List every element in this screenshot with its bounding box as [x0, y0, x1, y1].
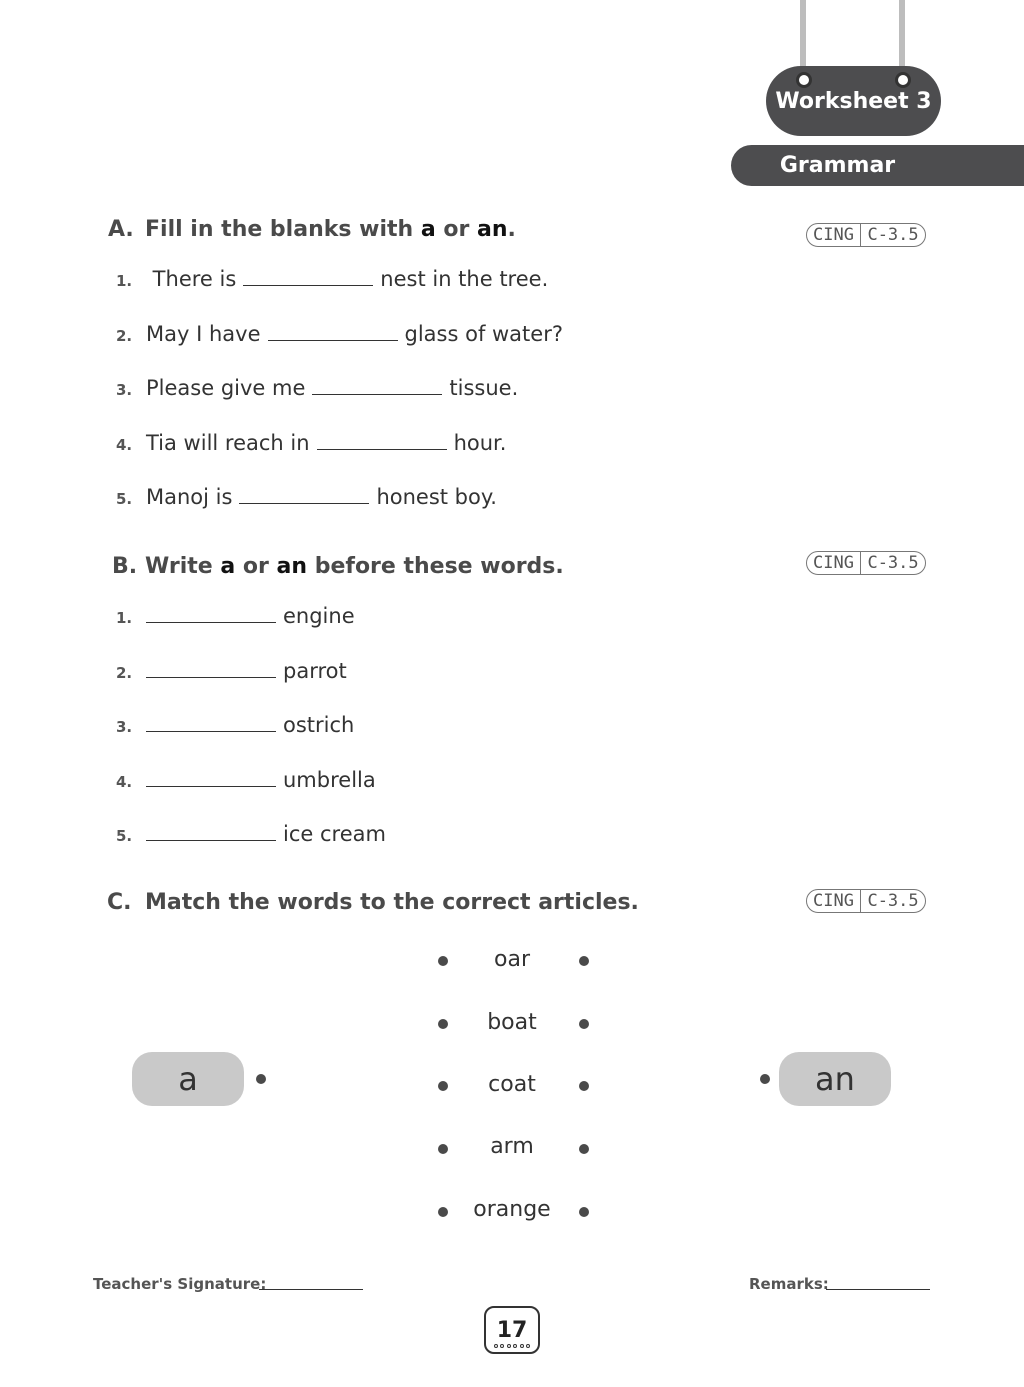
- article-an-box: [779, 1052, 891, 1106]
- ring-right-icon: [895, 72, 911, 88]
- article-a-label: a: [178, 1060, 198, 1098]
- section-a-question-1: [116, 267, 548, 291]
- question-text-after: honest boy.: [376, 485, 497, 509]
- question-number: 3.: [116, 718, 133, 736]
- match-dot-right[interactable]: [579, 1144, 589, 1154]
- section-a-question-2: [116, 322, 563, 346]
- article-a-box: [132, 1052, 244, 1106]
- match-word-orange: orange: [473, 1197, 551, 1222]
- section-b-question-4: [116, 768, 376, 792]
- match-dot-left[interactable]: [438, 1081, 448, 1091]
- match-dot-left[interactable]: [438, 956, 448, 966]
- section-b-heading: [112, 554, 564, 579]
- section-a-question-5: [116, 485, 497, 509]
- subject-bar: [731, 145, 1024, 186]
- section-b-letter: B.: [112, 554, 138, 579]
- section-b-title-mid: or: [235, 554, 277, 579]
- section-b-question-2: [116, 659, 347, 683]
- section-a-question-3: [116, 376, 518, 400]
- question-text-before: Manoj is: [146, 485, 233, 509]
- section-b-title-a: a: [220, 554, 236, 579]
- section-b-code-badge: [806, 551, 926, 575]
- code-badge-left: CING: [813, 225, 854, 245]
- code-badge-right: C-3.5: [867, 553, 919, 573]
- section-a-title-mid: or: [435, 217, 477, 242]
- question-word: umbrella: [283, 768, 376, 792]
- section-a-letter: A.: [108, 217, 134, 242]
- match-dot-right[interactable]: [579, 956, 589, 966]
- question-text-before: Tia will reach in: [146, 431, 310, 455]
- section-c-heading: [107, 890, 639, 915]
- code-badge-right: C-3.5: [867, 225, 919, 245]
- match-word-oar: oar: [494, 947, 530, 972]
- answer-blank[interactable]: [146, 785, 276, 787]
- match-dot-right[interactable]: [579, 1081, 589, 1091]
- section-c-title: Match the words to the correct articles.: [145, 890, 639, 915]
- section-a-heading: [108, 217, 516, 242]
- question-number: 4.: [116, 773, 133, 791]
- question-number: 4.: [116, 436, 133, 454]
- answer-blank[interactable]: [146, 621, 276, 623]
- page-number: 17: [496, 1317, 528, 1343]
- page-number-badge: [484, 1306, 540, 1354]
- question-text-after: hour.: [453, 431, 507, 455]
- code-badge-right: C-3.5: [867, 891, 919, 911]
- match-word-coat: coat: [488, 1072, 536, 1097]
- article-an-label: an: [815, 1060, 855, 1098]
- question-number: 2.: [116, 327, 133, 345]
- answer-blank[interactable]: [146, 676, 276, 678]
- worksheet-tag: [766, 66, 941, 136]
- question-text-after: tissue.: [449, 376, 519, 400]
- code-badge-left: CING: [813, 553, 854, 573]
- section-a-title-post: .: [507, 217, 516, 242]
- ring-left-icon: [796, 72, 812, 88]
- section-b-title-pre: Write: [145, 554, 221, 579]
- section-b-question-1: [116, 604, 355, 628]
- section-c-letter: C.: [107, 890, 132, 915]
- teacher-signature-label: Teacher's Signature:: [93, 1275, 267, 1293]
- hanging-cord-left: [800, 0, 806, 72]
- match-word-boat: boat: [487, 1010, 537, 1035]
- teacher-signature-line[interactable]: [259, 1288, 363, 1290]
- match-dot-right[interactable]: [579, 1207, 589, 1217]
- section-b-title-an: an: [276, 554, 308, 579]
- question-number: 1.: [116, 272, 133, 290]
- answer-blank[interactable]: [268, 339, 398, 341]
- code-badge-left: CING: [813, 891, 854, 911]
- section-a-title-an: an: [476, 217, 508, 242]
- answer-blank[interactable]: [146, 730, 276, 732]
- question-text-before: May I have: [146, 322, 261, 346]
- match-dot-left[interactable]: [438, 1207, 448, 1217]
- question-number: 1.: [116, 609, 133, 627]
- question-word: ostrich: [283, 713, 355, 737]
- question-number: 5.: [116, 827, 133, 845]
- question-text-after: nest in the tree.: [380, 267, 549, 291]
- section-a-code-badge: [806, 223, 926, 247]
- question-word: parrot: [283, 659, 347, 683]
- answer-blank[interactable]: [317, 448, 447, 450]
- match-dot-left[interactable]: [438, 1019, 448, 1029]
- section-a-title-a: a: [420, 217, 436, 242]
- beads-icon: [494, 1344, 530, 1349]
- section-c-code-badge: [806, 889, 926, 913]
- question-text-after: glass of water?: [404, 322, 563, 346]
- question-word: ice cream: [283, 822, 386, 846]
- question-number: 3.: [116, 381, 133, 399]
- article-an-dot[interactable]: [760, 1074, 770, 1084]
- question-text-before: There is: [146, 267, 237, 291]
- question-number: 2.: [116, 664, 133, 682]
- answer-blank[interactable]: [243, 284, 373, 286]
- worksheet-label: Worksheet 3: [775, 88, 932, 114]
- question-word: engine: [283, 604, 355, 628]
- match-dot-left[interactable]: [438, 1144, 448, 1154]
- section-a-question-4: [116, 431, 506, 455]
- subject-label: Grammar: [779, 153, 896, 178]
- remarks-label: Remarks:: [749, 1275, 829, 1293]
- question-number: 5.: [116, 490, 133, 508]
- section-a-title-pre: Fill in the blanks with: [145, 217, 421, 242]
- section-b-question-3: [116, 713, 354, 737]
- question-text-before: Please give me: [146, 376, 306, 400]
- answer-blank[interactable]: [312, 393, 442, 395]
- article-a-dot[interactable]: [256, 1074, 266, 1084]
- section-b-question-5: [116, 822, 386, 846]
- answer-blank[interactable]: [239, 502, 369, 504]
- hanging-cord-right: [899, 0, 905, 72]
- answer-blank[interactable]: [146, 839, 276, 841]
- remarks-line[interactable]: [826, 1288, 930, 1290]
- match-word-arm: arm: [490, 1134, 534, 1159]
- section-b-title-post: before these words.: [307, 554, 564, 579]
- match-dot-right[interactable]: [579, 1019, 589, 1029]
